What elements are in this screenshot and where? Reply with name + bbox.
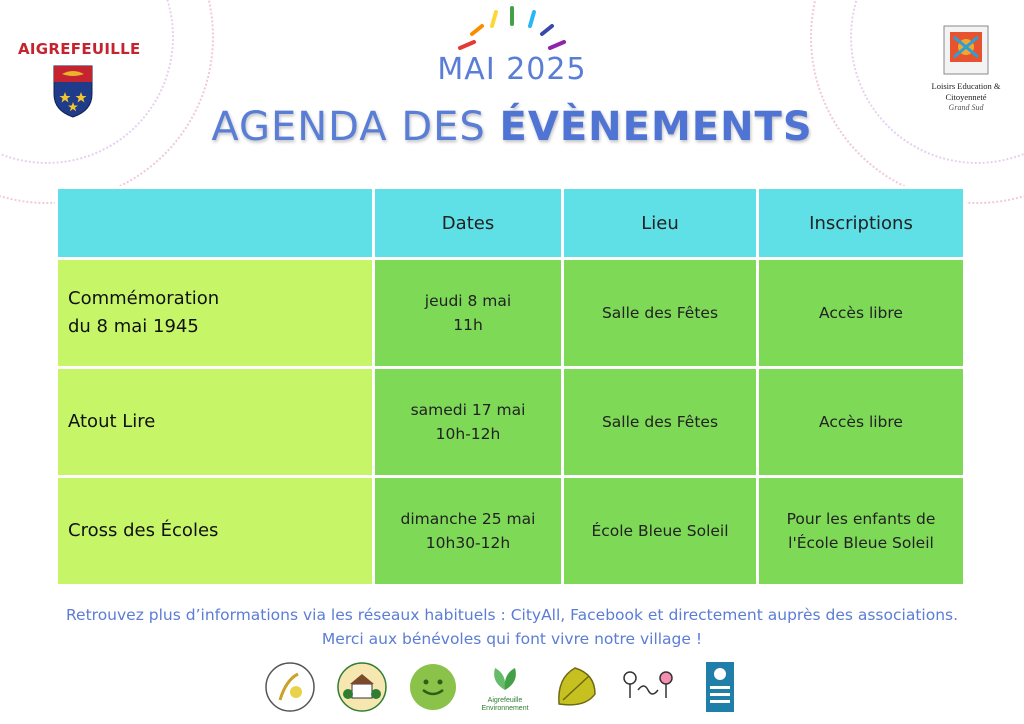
decorative-swirl-left <box>0 0 214 204</box>
table-row <box>57 368 965 477</box>
partner-logos <box>262 660 748 714</box>
footer-thanks-text: Merci aux bénévoles qui font vivre notre village ! <box>321 630 703 648</box>
event-date-day: dimanche 25 mai <box>400 510 536 528</box>
event-registration-line1: Accès libre <box>819 304 903 322</box>
event-registration-line1: Pour les enfants de <box>786 510 936 528</box>
event-name <box>57 259 374 368</box>
month-heading: MAI 2025 <box>437 52 587 87</box>
event-date <box>374 259 563 368</box>
kape-logo-icon <box>620 660 676 714</box>
event-name-line1: Cross des Écoles <box>68 520 219 541</box>
page-title-plain: AGENDA DES <box>211 104 500 150</box>
lec-logo-subtext: Grand Sud <box>948 103 984 112</box>
table-row <box>57 477 965 586</box>
env-logo-label-1: Aigrefeuille <box>487 697 523 704</box>
event-date <box>374 477 563 586</box>
agenda-table <box>55 186 966 587</box>
event-place: Salle des Fêtes <box>563 259 758 368</box>
event-date-time: 10h-12h <box>435 425 501 443</box>
event-date-time: 11h <box>453 316 483 334</box>
aigrefeuille-environnement-logo-icon <box>477 660 533 714</box>
event-date <box>374 368 563 477</box>
event-date-day: jeudi 8 mai <box>424 292 512 310</box>
page-title-bold: ÉVÈNEMENTS <box>499 104 813 150</box>
lec-logo-text: Loisirs Education & Citoyenneté <box>931 81 1001 102</box>
event-registration <box>758 477 965 586</box>
event-registration-line1: Accès libre <box>819 413 903 431</box>
event-registration <box>758 259 965 368</box>
event-place: École Bleue Soleil <box>563 477 758 586</box>
town-name: AIGREFEUILLE <box>18 40 141 58</box>
event-name <box>57 368 374 477</box>
env-logo-label-2: Environnement <box>481 705 529 712</box>
event-registration <box>758 368 965 477</box>
event-name <box>57 477 374 586</box>
event-name-line2: du 8 mai 1945 <box>68 316 199 337</box>
event-registration-line2: l'École Bleue Soleil <box>788 534 934 552</box>
aigrefeuille-tennis-logo-icon <box>262 660 318 714</box>
page-title <box>0 104 1024 150</box>
header-blank-cell <box>57 188 374 259</box>
event-name-line1: Commémoration <box>68 288 220 309</box>
header-lieu: Lieu <box>563 188 758 259</box>
header-inscriptions: Inscriptions <box>758 188 965 259</box>
age-dor-logo-icon <box>334 660 390 714</box>
smiley-leaf-logo-icon <box>405 660 461 714</box>
caf-logo-icon <box>692 660 748 714</box>
footer-info-text: Retrouvez plus d’informations via les réseaux habituels : CityAll, Facebook et directement auprès des associations. <box>65 606 959 624</box>
header-dates: Dates <box>374 188 563 259</box>
table-row <box>57 259 965 368</box>
event-place: Salle des Fêtes <box>563 368 758 477</box>
leaf-logo-icon <box>549 660 605 714</box>
event-date-day: samedi 17 mai <box>410 401 526 419</box>
table-header-row <box>57 188 965 259</box>
event-date-time: 10h30-12h <box>425 534 511 552</box>
sunburst-rays-icon <box>450 4 574 54</box>
event-name-line1: Atout Lire <box>68 411 156 432</box>
